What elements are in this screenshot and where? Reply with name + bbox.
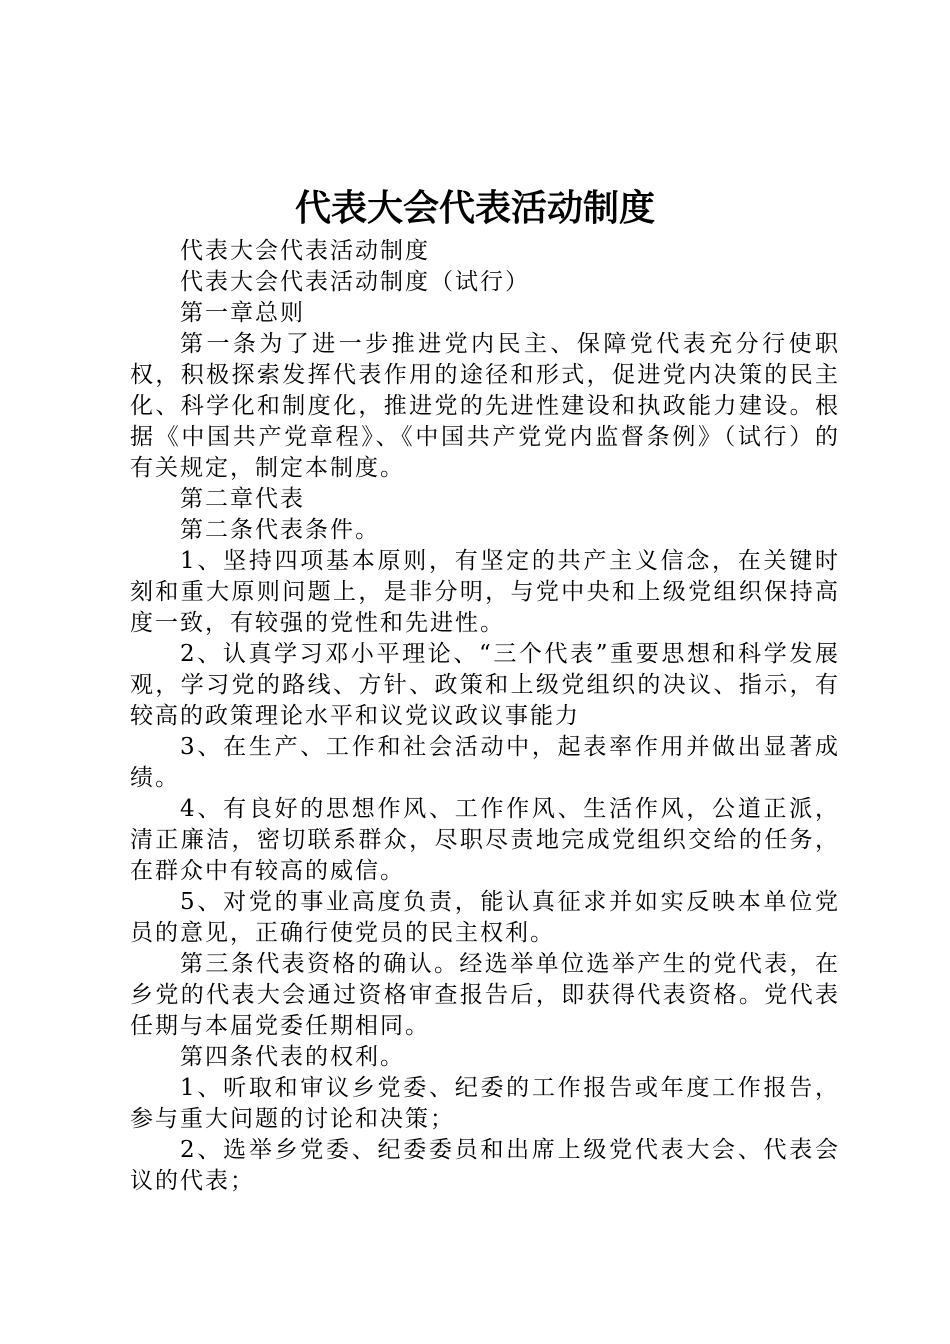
paragraph-subtitle-trial: 代表大会代表活动制度（试行） [180, 269, 530, 295]
article-paragraph: 第三条代表资格的确认。经选举单位选举产生的党代表，在乡党的代表大会通过资格审查报告后，即获得代表资格。党代表任期与本届党委任期相同。 [130, 951, 840, 1039]
chapter-heading: 第二章代表 [180, 486, 305, 512]
document-title: 代表大会代表活动制度 [294, 187, 655, 229]
list-item: 3、在生产、工作和社会活动中，起表率作用并做出显著成绩。 [130, 734, 840, 791]
list-item: 2、选举乡党委、纪委委员和出席上级党代表大会、代表会议的代表； [130, 1137, 840, 1194]
paragraph-subtitle: 代表大会代表活动制度 [180, 238, 430, 264]
list-item: 2、认真学习邓小平理论、“三个代表”重要思想和科学发展观，学习党的路线、方针、政策和上级党组织的决议、指示，有较高的政策理论水平和议党议政议事能力 [130, 641, 840, 729]
document-body [130, 236, 840, 1197]
list-item: 1、坚持四项基本原则，有坚定的共产主义信念，在关键时刻和重大原则问题上，是非分明，与党中央和上级党组织保持高度一致，有较强的党性和先进性。 [130, 548, 840, 636]
article-paragraph: 第二条代表条件。 [180, 517, 380, 543]
list-item: 4、有良好的思想作风、工作作风、生活作风，公道正派，清正廉洁，密切联系群众，尽职尽责地完成党组织交给的任务，在群众中有较高的威信。 [130, 796, 840, 884]
article-paragraph: 第四条代表的权利。 [180, 1044, 405, 1070]
list-item: 1、听取和审议乡党委、纪委的工作报告或年度工作报告，参与重大问题的讨论和决策； [130, 1075, 840, 1132]
chapter-heading: 第一章总则 [180, 300, 305, 326]
list-item: 5、对党的事业高度负责，能认真征求并如实反映本单位党员的意见，正确行使党员的民主权利。 [130, 889, 840, 946]
article-paragraph: 第一条为了进一步推进党内民主、保障党代表充分行使职权，积极探索发挥代表作用的途径和形式，促进党内决策的民主化、科学化和制度化，推进党的先进性建设和执政能力建设。根据《中国共产党章程》、《中国共产党党内监督条例》（试行）的有关规定，制定本制度。 [130, 331, 840, 481]
